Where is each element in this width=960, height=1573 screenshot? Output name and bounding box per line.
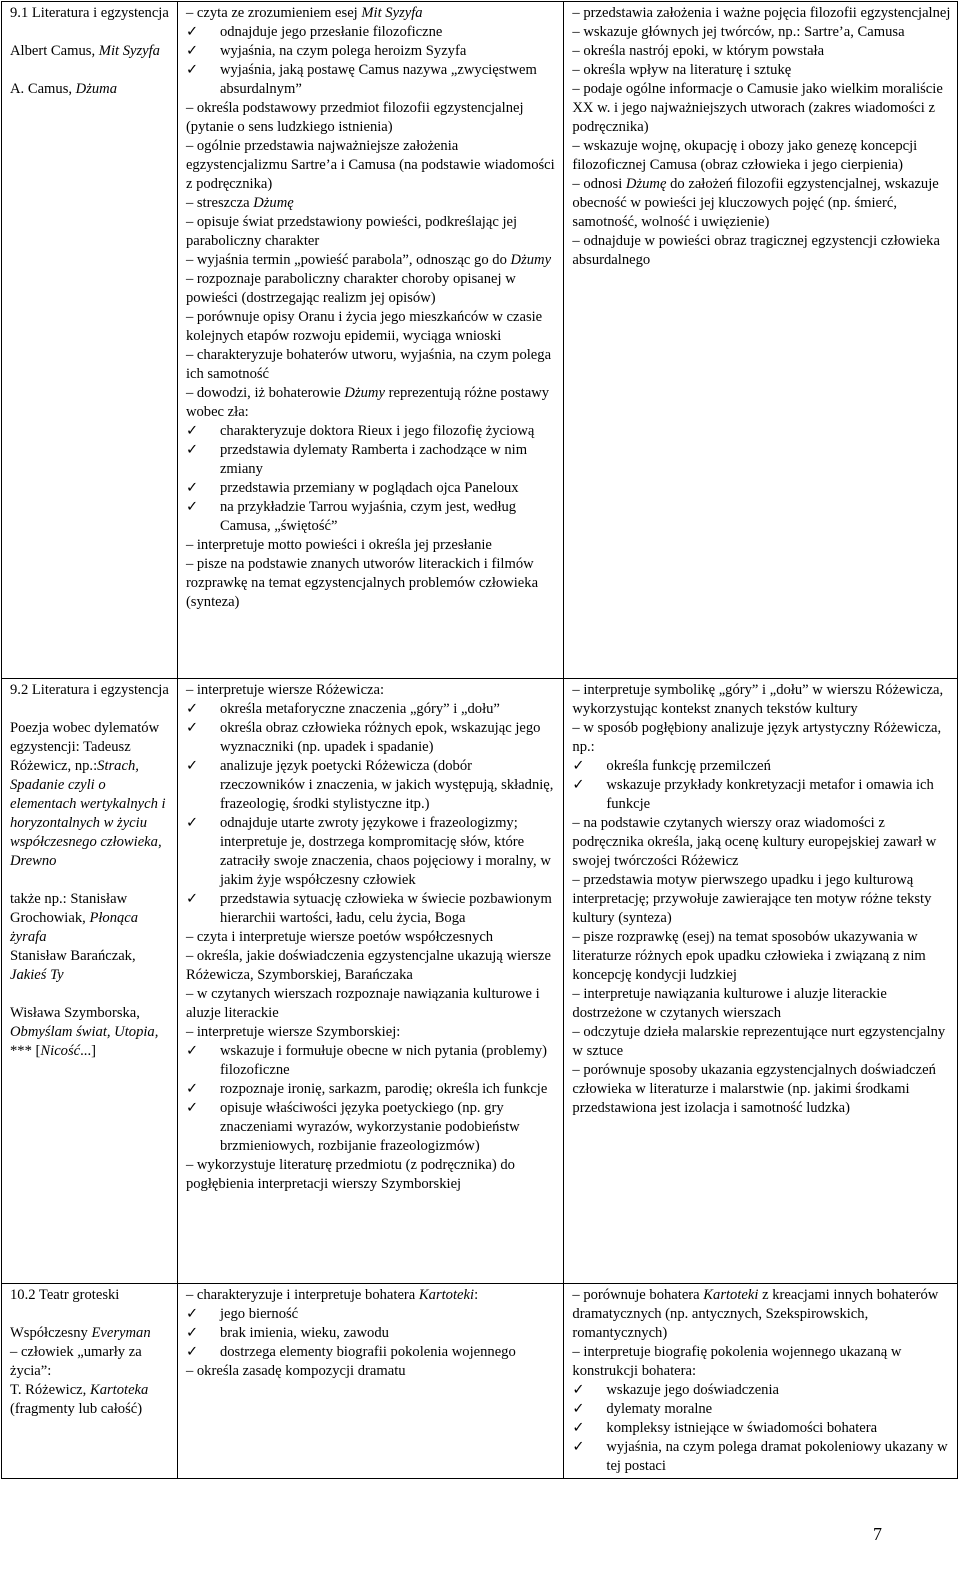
line-text: kompleksy istniejące w świadomości bohatera: [606, 1420, 878, 1436]
text-line: [186, 985, 557, 1023]
line-text: 9.1 Literatura i egzystencja: [10, 5, 169, 21]
line-text: wskazuje jego doświadczenia: [606, 1382, 780, 1398]
line-text: reprezentują różne postawy wobec zła:: [185, 385, 550, 420]
checkmark-list-item: [186, 700, 557, 719]
line-text: – określa nastrój epoki, w którym powstała: [572, 43, 825, 59]
extended-requirements-cell: [564, 2, 958, 679]
line-text: – wyjaśnia termin „powieść parabola”, odnosząc go do: [185, 252, 511, 268]
title-text: Obmyślam świat, Utopia,: [10, 1024, 159, 1040]
text-line: [186, 947, 557, 985]
line-text: – porównuje sposoby ukazania egzystencjalnych doświadczeń człowieka w literaturze i malarstwie (np. jakimi środkami przedstawiona jest izolacja i samotność ludzka): [572, 1062, 936, 1116]
line-text: – streszcza: [185, 195, 254, 211]
line-text: – ogólnie przedstawia najważniejsze założenia egzystencjalizmu Sartre’a i Camusa (na podstawie wiadomości z podręcznika): [185, 138, 555, 192]
line-text: – odnosi: [572, 176, 626, 192]
line-text: Współczesny: [10, 1325, 92, 1341]
text-line: [10, 42, 171, 61]
title-text: Płonąca żyrafa: [10, 910, 139, 945]
checkmark-list-item: [186, 1099, 557, 1156]
table-row: [2, 1284, 958, 1479]
title-text: Kartoteki: [703, 1287, 759, 1303]
text-line: [186, 384, 557, 422]
text-line: [10, 4, 171, 23]
text-line: [572, 175, 951, 232]
text-line: [186, 536, 557, 555]
text-line: [10, 719, 171, 871]
spacer: [10, 871, 171, 890]
line-text: – określa, jakie doświadczenia egzystencjalne ukazują wiersze Różewicza, Szymborskiej, Barańczaka: [185, 948, 552, 983]
line-text: – określa podstawowy przedmiot filozofii egzystencjalnej (pytanie o sens ludzkiego istnienia): [185, 100, 524, 135]
line-text: – pisze na podstawie znanych utworów literackich i filmów rozprawkę na temat egzystencjalnych problemów człowieka (synteza): [185, 556, 539, 610]
table-row: [2, 2, 958, 679]
text-line: [186, 1023, 557, 1042]
line-text: – charakteryzuje i interpretuje bohatera: [185, 1287, 419, 1303]
title-text: Dżumę: [253, 195, 294, 211]
checkmark-list-item: [572, 1381, 951, 1400]
topic-cell: [2, 2, 178, 679]
line-text: – odnajduje w powieści obraz tragicznej egzystencji człowieka absurdalnego: [572, 233, 940, 268]
line-text: – pisze rozprawkę (esej) na temat sposobów ukazywania w literaturze różnych epok upadku człowieka i związaną z nim koncepcję kondycji ludzkiej: [572, 929, 926, 983]
line-text: – rozpoznaje paraboliczny charakter choroby opisanej w powieści (dostrzegając realizm jej opisów): [185, 271, 516, 306]
line-text: – czyta ze zrozumieniem esej: [185, 5, 362, 21]
text-line: [572, 80, 951, 137]
text-line: [186, 270, 557, 308]
extended-requirements-cell: [564, 1284, 958, 1479]
line-text: opisuje właściwości języka poetyckiego (np. gry znaczeniami wyrazów, wykorzystanie podobieństw brzmieniowych, rozbijanie frazeologizmów): [219, 1100, 520, 1154]
page-number: 7: [873, 1524, 882, 1544]
text-line: [10, 80, 171, 99]
line-text: na przykładzie Tarrou wyjaśnia, czym jest, według Camusa, „świętość”: [219, 499, 517, 534]
line-text: – wskazuje głównych jej twórców, np.: Sartre’a, Camusa: [572, 24, 905, 40]
title-text: Jakieś Ty: [10, 967, 64, 983]
checkmark-list-item: [186, 757, 557, 814]
text-line: [186, 137, 557, 194]
title-text: Dżumy: [510, 252, 552, 268]
checkmark-list-item: [186, 479, 557, 498]
line-text: – wykorzystuje literaturę przedmiotu (z podręcznika) do pogłębienia interpretacji wierszy Szymborskiej: [185, 1157, 515, 1192]
line-text: do założeń filozofii egzystencjalnej, wskazuje obecność w powieści jej kluczowych pojęć (np. śmierć, samotność, wolność i uwięzienie): [572, 176, 939, 230]
checkmark-list-item: [186, 61, 557, 99]
spacer: [10, 1305, 171, 1324]
line-text: charakteryzuje doktora Rieux i jego filozofię życiową: [219, 423, 535, 439]
checkmark-list-item: [186, 1343, 557, 1362]
line-text: z kreacjami innych bohaterów dramatycznych (np. antycznych, Szekspirowskich, romantycznych): [572, 1287, 939, 1341]
text-line: [572, 1023, 951, 1061]
checkmark-list-item: [186, 814, 557, 890]
checkmark-list-item: [186, 1305, 557, 1324]
checkmark-list-item: [572, 1419, 951, 1438]
text-line: [572, 814, 951, 871]
line-text: – interpretuje wiersze Różewicza:: [185, 682, 385, 698]
checkmark-list-item: [186, 1080, 557, 1099]
checkmark-list-item: [572, 1400, 951, 1419]
line-text: wyjaśnia, jaką postawę Camus nazywa „zwycięstwem absurdalnym”: [219, 62, 537, 97]
text-line: [572, 928, 951, 985]
text-line: [186, 194, 557, 213]
checkmark-list-item: [186, 1042, 557, 1080]
line-text: odnajduje jego przesłanie filozoficzne: [219, 24, 443, 40]
text-line: [186, 681, 557, 700]
text-line: [186, 213, 557, 251]
line-text: – w czytanych wierszach rozpoznaje nawiązania kulturowe i aluzje literackie: [185, 986, 540, 1021]
text-line: [572, 42, 951, 61]
line-text: wskazuje i formułuje obecne w nich pytania (problemy) filozoficzne: [219, 1043, 547, 1078]
line-text: brak imienia, wieku, zawodu: [219, 1325, 389, 1341]
text-line: [572, 871, 951, 928]
text-line: [186, 1286, 557, 1305]
text-line: [186, 4, 557, 23]
line-text: 9.2 Literatura i egzystencja: [10, 682, 169, 698]
basic-requirements-cell: [177, 679, 563, 1284]
title-text: Kartoteka: [89, 1382, 149, 1398]
line-text: – interpretuje nawiązania kulturowe i aluzje literackie dostrzeżone w czytanych wierszach: [572, 986, 887, 1021]
extended-requirements-cell: [564, 679, 958, 1284]
line-text: – opisuje świat przedstawiony powieści, podkreślając jej paraboliczny charakter: [185, 214, 518, 249]
title-text: Nicość: [40, 1043, 81, 1059]
line-text: – porównuje bohatera: [572, 1287, 704, 1303]
line-text: Stanisław Barańczak,: [10, 948, 136, 964]
line-text: – odczytuje dzieła malarskie reprezentujące nurt egzystencjalny w sztuce: [572, 1024, 946, 1059]
text-line: [572, 985, 951, 1023]
spacer: [10, 23, 171, 42]
line-text: – określa zasadę kompozycji dramatu: [185, 1363, 406, 1379]
checkmark-list-item: [186, 422, 557, 441]
text-line: [572, 1343, 951, 1381]
line-text: – w sposób pogłębiony analizuje język artystyczny Różewicza, np.:: [572, 720, 942, 755]
line-text: A. Camus,: [10, 81, 76, 97]
line-text: Albert Camus,: [10, 43, 99, 59]
text-line: [572, 232, 951, 270]
line-text: przedstawia przemiany w poglądach ojca Paneloux: [219, 480, 519, 496]
text-line: [10, 1343, 171, 1381]
text-line: [186, 251, 557, 270]
line-text: *** [: [10, 1043, 41, 1059]
line-text: – interpretuje symbolikę „góry” i „dołu” w wierszu Różewicza, wykorzystując kontekst znanych tekstów kultury: [572, 682, 944, 717]
line-text: – przedstawia motyw pierwszego upadku i jego kulturową interpretację; przywołuje zawierające ten motyw różne teksty kultury (synteza): [572, 872, 932, 926]
line-text: 10.2 Teatr groteski: [10, 1287, 120, 1303]
line-text: przedstawia sytuację człowieka w świecie pozbawionym hierarchii wartości, ładu, celu życia, Boga: [219, 891, 552, 926]
line-text: – interpretuje biografię pokolenia wojennego ukazaną w konstrukcji bohatera:: [572, 1344, 902, 1379]
line-text: wyjaśnia, na czym polega heroizm Syzyfa: [219, 43, 467, 59]
line-text: – porównuje opisy Oranu i życia jego mieszkańców w czasie kolejnych etapów rozwoju epidemii, wyciąga wnioski: [185, 309, 543, 344]
line-text: odnajduje utarte zwroty językowe i frazeologizmy; interpretuje je, dostrzega kompromitację słów, które zatraciły swoje znaczenia, chaos pojęciowy i moralny, w jakim żyje współczesny człowiek: [219, 815, 551, 888]
checkmark-list-item: [572, 757, 951, 776]
line-text: – czyta i interpretuje wiersze poetów współczesnych: [185, 929, 494, 945]
line-text: Wisława Szymborska,: [10, 1005, 140, 1021]
line-text: – dowodzi, iż bohaterowie: [185, 385, 345, 401]
title-text: Dżumy: [344, 385, 385, 401]
line-text: :: [474, 1287, 479, 1303]
title-text: Mit Syzyfa: [361, 5, 423, 21]
title-text: Strach, Spadanie czyli o elementach wertykalnych i horyzontalnych w życiu współczesnego człowieka, Drewno: [10, 758, 166, 869]
checkmark-list-item: [186, 890, 557, 928]
line-text: – interpretuje wiersze Szymborskiej:: [185, 1024, 401, 1040]
line-text: określa metaforyczne znaczenia „góry” i „dołu”: [219, 701, 500, 717]
text-line: [572, 1061, 951, 1118]
line-text: – określa wpływ na literaturę i sztukę: [572, 62, 792, 78]
title-text: Mit Syzyfa: [98, 43, 160, 59]
line-text: wyjaśnia, na czym polega dramat pokoleniowy ukazany w tej postaci: [606, 1439, 948, 1474]
title-text: Dżuma: [75, 81, 118, 97]
spacer: [10, 61, 171, 80]
line-text: – wskazuje wojnę, okupację i obozy jako genezę koncepcji filozoficznej Camusa (obraz człowieka i jego cierpienia): [572, 138, 918, 173]
text-line: [10, 681, 171, 700]
checkmark-list-item: [186, 42, 557, 61]
text-line: [10, 1324, 171, 1343]
topic-cell: [2, 1284, 178, 1479]
topic-cell: [2, 679, 178, 1284]
line-text: – podaje ogólne informacje o Camusie jako wielkim moraliście XX w. i jego najważniejszych utworach (zakres wiadomości z podręcznika): [572, 81, 943, 135]
line-text: (fragmenty lub całość): [10, 1401, 143, 1417]
text-line: [10, 1381, 171, 1419]
basic-requirements-cell: [177, 2, 563, 679]
line-text: określa obraz człowieka różnych epok, wskazując jego wyznaczniki (np. upadek i spadanie): [219, 720, 541, 755]
text-line: [572, 23, 951, 42]
table-row: [2, 679, 958, 1284]
text-line: [186, 928, 557, 947]
line-text: określa funkcję przemilczeń: [606, 758, 771, 774]
text-line: [186, 555, 557, 612]
line-text: T. Różewicz,: [10, 1382, 90, 1398]
line-text: Poezja wobec dylematów egzystencji: Tadeusz Różewicz, np.:: [10, 720, 160, 774]
line-text: jego bierność: [219, 1306, 299, 1322]
text-line: [10, 947, 171, 985]
text-line: [572, 681, 951, 719]
title-text: Everyman: [91, 1325, 151, 1341]
curriculum-table: [1, 1, 958, 1479]
title-text: Kartoteki: [418, 1287, 475, 1303]
line-text: – charakteryzuje bohaterów utworu, wyjaśnia, na czym polega ich samotność: [185, 347, 552, 382]
line-text: – przedstawia założenia i ważne pojęcia filozofii egzystencjalnej: [572, 5, 951, 21]
checkmark-list-item: [186, 719, 557, 757]
checkmark-list-item: [186, 1324, 557, 1343]
text-line: [572, 4, 951, 23]
line-text: ...]: [80, 1043, 96, 1059]
line-text: przedstawia dylematy Ramberta i zachodzące w nim zmiany: [219, 442, 528, 477]
spacer: [10, 985, 171, 1004]
text-line: [10, 890, 171, 947]
text-line: [10, 1004, 171, 1061]
line-text: wskazuje przykłady konkretyzacji metafor i omawia ich funkcje: [606, 777, 934, 812]
text-line: [572, 1286, 951, 1343]
title-text: Dżumę: [625, 176, 667, 192]
spacer: [10, 700, 171, 719]
line-text: dylematy moralne: [606, 1401, 713, 1417]
text-line: [572, 719, 951, 757]
text-line: [186, 346, 557, 384]
basic-requirements-cell: [177, 1284, 563, 1479]
text-line: [572, 61, 951, 80]
line-text: analizuje język poetycki Różewicza (dobór rzeczowników i znaczenia, w jakich występują, składnię, frazeologię, środki stylistyczne itp.): [219, 758, 554, 812]
line-text: rozpoznaje ironię, sarkazm, parodię; określa ich funkcje: [219, 1081, 548, 1097]
line-text: – na podstawie czytanych wierszy oraz wiadomości z podręcznika określa, jaką ocenę kultury europejskiej zawarł w swojej twórczości Różewicz: [572, 815, 937, 869]
text-line: [10, 1286, 171, 1305]
checkmark-list-item: [186, 23, 557, 42]
text-line: [186, 308, 557, 346]
text-line: [186, 1362, 557, 1381]
line-text: – człowiek „umarły za życia”:: [10, 1344, 142, 1379]
text-line: [572, 137, 951, 175]
line-text: – interpretuje motto powieści i określa jej przesłanie: [185, 537, 492, 553]
checkmark-list-item: [186, 498, 557, 536]
text-line: [186, 1156, 557, 1194]
line-text: także np.: Stanisław Grochowiak,: [10, 891, 128, 926]
text-line: [186, 99, 557, 137]
checkmark-list-item: [572, 776, 951, 814]
checkmark-list-item: [186, 441, 557, 479]
line-text: dostrzega elementy biografii pokolenia wojennego: [219, 1344, 516, 1360]
checkmark-list-item: [572, 1438, 951, 1476]
